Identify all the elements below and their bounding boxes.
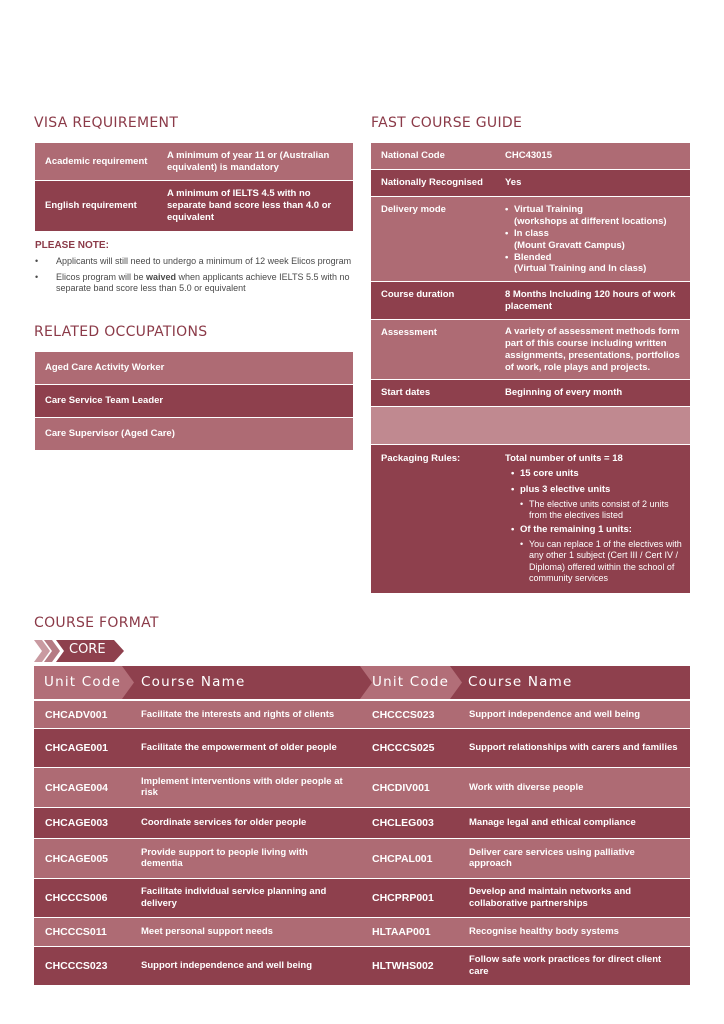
guide-value: 8 Months Including 120 hours of work placement — [505, 289, 676, 312]
guide-value: Beginning of every month — [505, 387, 623, 399]
course-name: Follow safe work practices for direct client care — [469, 954, 662, 977]
header-chevrons — [34, 666, 690, 699]
table-row — [34, 947, 690, 985]
packaging-item: • plus 3 elective units • The elective units consist of 2 units from the electives listed — [511, 484, 685, 521]
note-item: • Elicos program will be waived when applicants achieve IELTS 5.5 with no separate band score less than 5.0 or equivalent — [35, 272, 353, 295]
guide-row-assessment — [371, 320, 690, 379]
occupations-heading: RELATED OCCUPATIONS — [34, 324, 208, 340]
course-name: Manage legal and ethical compliance — [469, 817, 636, 829]
table-row — [34, 808, 690, 838]
visa-value: A minimum of year 11 or (Australian equivalent) is mandatory — [167, 149, 330, 173]
header-unit-code: Unit Code — [372, 674, 450, 690]
unit-code: CHCAGE004 — [45, 781, 109, 794]
table-row — [34, 729, 690, 767]
table-row — [34, 768, 690, 807]
course-name: Coordinate services for older people — [141, 817, 307, 829]
delivery-item: • In class (Mount Gravatt Campus) — [505, 228, 685, 252]
course-name: Facilitate the interests and rights of clients — [141, 708, 335, 720]
visa-label: English requirement — [45, 200, 137, 212]
occupation-item — [35, 352, 353, 384]
course-name: Recognise healthy body systems — [469, 926, 619, 938]
guide-row-packaging — [371, 445, 690, 593]
course-name: Facilitate individual service planning and delivery — [141, 886, 327, 909]
guide-label: Assessment — [381, 327, 437, 338]
core-tab-label: CORE — [69, 642, 106, 657]
course-name: Meet personal support needs — [141, 926, 273, 938]
visa-row-english — [35, 181, 353, 231]
guide-row-duration — [371, 282, 690, 319]
course-name: Implement interventions with older people at risk — [141, 775, 343, 799]
delivery-item: • Blended (Virtual Training and In class) — [505, 252, 685, 276]
packaging-rules — [505, 453, 685, 584]
guide-label: Start dates — [381, 387, 431, 399]
occupation-item — [35, 385, 353, 417]
table-header — [34, 666, 690, 699]
unit-code: CHCCCS023 — [45, 960, 108, 972]
unit-code: CHCAGE001 — [45, 742, 109, 754]
guide-heading: FAST COURSE GUIDE — [371, 115, 523, 131]
packaging-item: • 15 core units — [511, 468, 685, 480]
guide-label: National Code — [381, 150, 445, 162]
course-name: Support independence and well being — [469, 708, 641, 720]
visa-row-academic — [35, 143, 353, 180]
course-name: Deliver care services using palliative approach — [469, 846, 635, 870]
note-title: PLEASE NOTE: — [35, 240, 109, 251]
unit-code: CHCAGE003 — [45, 817, 109, 829]
unit-code: CHCLEG003 — [372, 817, 434, 829]
delivery-item: • Virtual Training (workshops at different locations) — [505, 204, 685, 228]
course-name: Work with diverse people — [469, 781, 584, 793]
course-name: Provide support to people living with dementia — [141, 846, 308, 870]
packaging-sub-item: • The elective units consist of 2 units from the electives listed — [520, 499, 685, 522]
unit-code: CHCPAL001 — [372, 852, 433, 865]
guide-row-delivery — [371, 197, 690, 281]
unit-code: CHCPRP001 — [372, 892, 434, 904]
packaging-item: • Of the remaining 1 units: • You can replace 1 of the electives with any other 1 subject (Cert III / Cert IV / Diploma) offered within the school of community services — [511, 524, 685, 584]
guide-label: Packaging Rules: — [381, 453, 461, 464]
guide-row-national-code — [371, 143, 690, 169]
packaging-total: Total number of units = 18 — [505, 453, 623, 464]
delivery-list — [505, 204, 685, 275]
header-course-name: Course Name — [141, 674, 246, 690]
guide-row-start — [371, 380, 690, 406]
guide-value: A variety of assessment methods form part of this course including written assignments, presentations, portfolios of work, role plays and projects. — [505, 326, 680, 373]
guide-label: Delivery mode — [381, 204, 446, 215]
table-row — [34, 918, 690, 946]
header-unit-code: Unit Code — [44, 674, 122, 690]
unit-code: CHCCCS025 — [372, 742, 435, 754]
visa-heading: VISA REQUIREMENT — [34, 115, 179, 131]
course-name: Develop and maintain networks and collaborative partnerships — [469, 886, 632, 909]
visa-label: Academic requirement — [45, 155, 148, 167]
occupation-item — [35, 418, 353, 450]
format-heading: COURSE FORMAT — [34, 615, 159, 631]
occupation-label: Aged Care Activity Worker — [45, 362, 165, 374]
course-name: Support independence and well being — [141, 960, 313, 972]
guide-label: Course duration — [381, 289, 455, 300]
occupation-label: Care Supervisor (Aged Care) — [45, 428, 175, 440]
unit-code: CHCCCS006 — [45, 892, 108, 904]
guide-value: Yes — [505, 177, 522, 189]
notes-list — [35, 256, 353, 299]
course-name: Support relationships with carers and families — [469, 742, 678, 754]
occupation-label: Care Service Team Leader — [45, 395, 164, 407]
table-row — [34, 839, 690, 878]
table-row — [34, 701, 690, 728]
unit-code: CHCDIV001 — [372, 781, 430, 794]
guide-value: CHC43015 — [505, 150, 552, 162]
table-row — [34, 879, 690, 917]
unit-code: HLTAAP001 — [372, 926, 431, 938]
unit-code: CHCCCS011 — [45, 926, 107, 938]
guide-row-blank — [371, 407, 690, 444]
packaging-sub-item: • You can replace 1 of the electives with any other 1 subject (Cert III / Cert IV / Diploma) offered within the school of community services — [520, 539, 685, 584]
unit-code: CHCAGE005 — [45, 852, 109, 865]
unit-code: HLTWHS002 — [372, 960, 434, 972]
guide-label: Nationally Recognised — [381, 177, 483, 189]
unit-code: CHCADV001 — [45, 708, 108, 721]
note-item: • Applicants will still need to undergo a minimum of 12 week Elicos program — [35, 256, 353, 268]
unit-code: CHCCCS023 — [372, 708, 435, 721]
course-name: Facilitate the empowerment of older people — [141, 742, 337, 754]
header-course-name: Course Name — [468, 674, 573, 690]
guide-row-recognised — [371, 170, 690, 196]
visa-value: A minimum of IELTS 4.5 with no separate band score less than 4.0 or equivalent — [167, 188, 332, 223]
packaging-list — [505, 468, 685, 584]
